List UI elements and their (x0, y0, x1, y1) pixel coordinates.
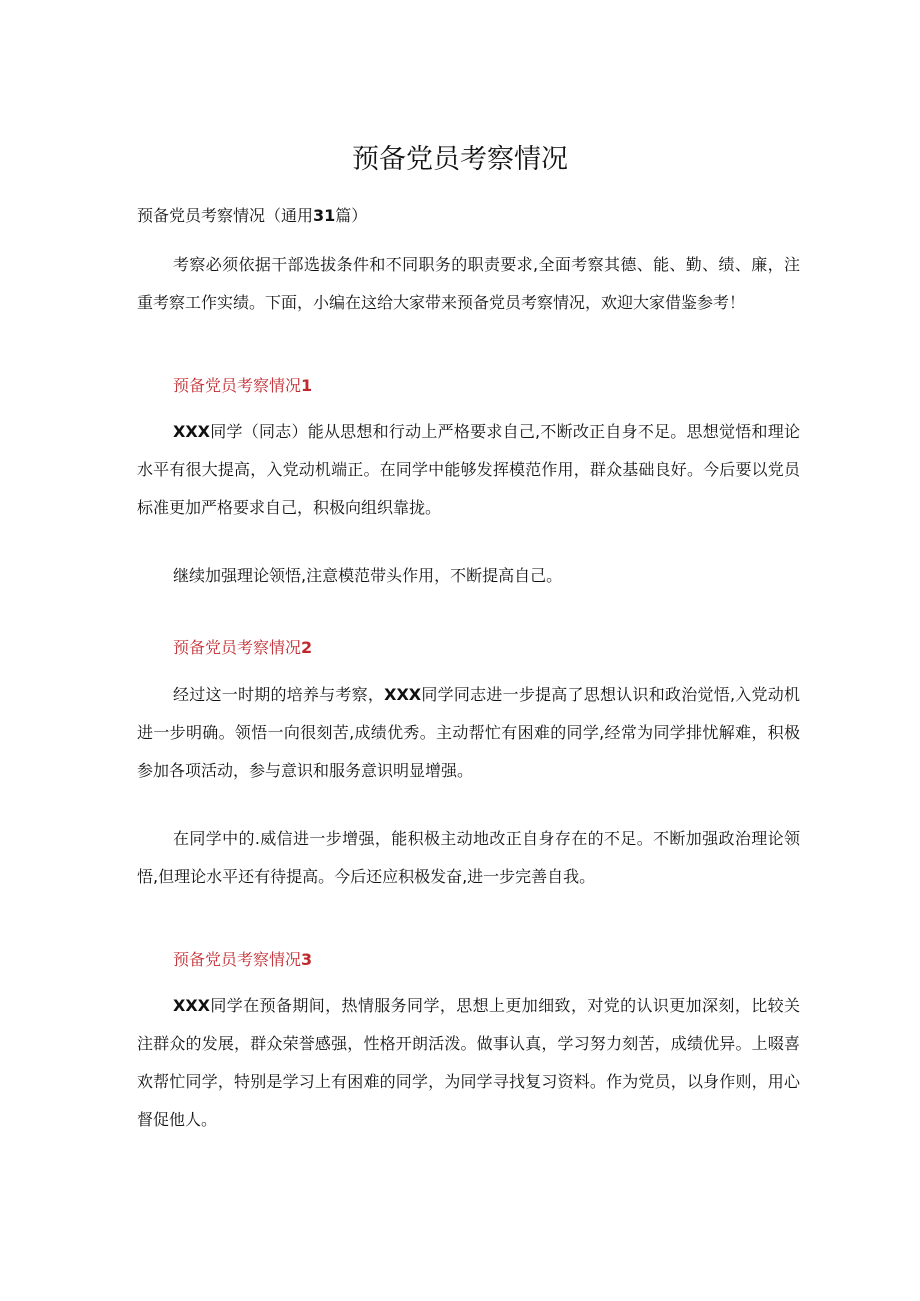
section-1-paragraph-2: 继续加强理论领悟,注意模范带头作用，不断提高自己。 (173, 566, 563, 585)
section-heading-3: 预备党员考察情况3 (173, 950, 313, 969)
document-title: 预备党员考察情况 (352, 144, 568, 175)
section-heading-1: 预备党员考察情况1 (173, 376, 313, 395)
document-subtitle: 预备党员考察情况（通用31篇） (137, 206, 368, 225)
section-1-paragraph-1: XXX同学（同志）能从思想和行动上严格要求自己,不断改正自身不足。思想觉悟和理论水平有很大提高，入党动机端正。在同学中能够发挥模范作用，群众基础良好。今后要以党员标准更加严格要求自己，积极向组织靠拢。 (137, 422, 800, 517)
section-2-paragraph-1: 经过这一时期的培养与考察，XXX同学同志进一步提高了思想认识和政治觉悟,入党动机进一步明确。领悟一向很刻苦,成绩优秀。主动帮忙有困难的同学,经常为同学排忧解难，积极参加各项活动，参与意识和服务意识明显增强。 (137, 685, 800, 780)
section-2-paragraph-2: 在同学中的.威信进一步增强，能积极主动地改正自身存在的不足。不断加强政治理论领悟,但理论水平还有待提高。今后还应积极发奋,进一步完善自我。 (137, 829, 800, 886)
intro-paragraph: 考察必须依据干部选拔条件和不同职务的职责要求,全面考察其德、能、勤、绩、廉，注重考察工作实绩。下面，小编在这给大家带来预备党员考察情况，欢迎大家借鉴参考！ (137, 255, 800, 312)
section-heading-2: 预备党员考察情况2 (173, 638, 313, 657)
section-3-paragraph-1: XXX同学在预备期间，热情服务同学，思想上更加细致，对党的认识更加深刻，比较关注群众的发展，群众荣誉感强，性格开朗活泼。做事认真，学习努力刻苦，成绩优异。上啜喜欢帮忙同学，特别是学习上有困难的同学，为同学寻找复习资料。作为党员，以身作则，用心督促他人。 (137, 996, 800, 1129)
